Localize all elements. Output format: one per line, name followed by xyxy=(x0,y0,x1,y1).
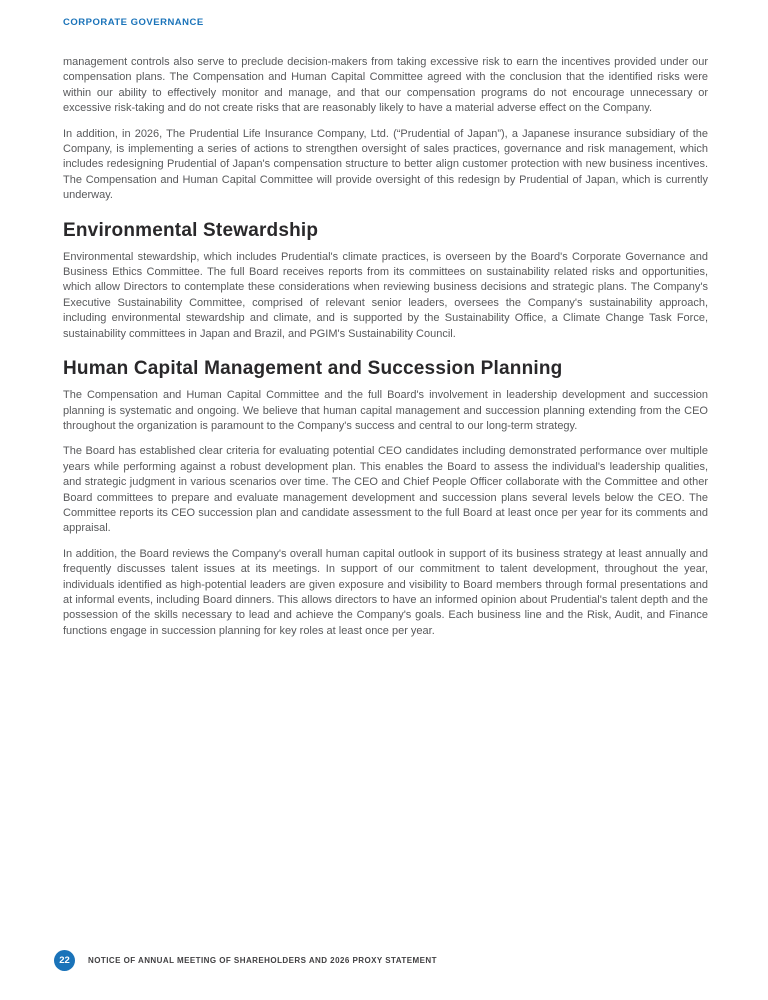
heading-environmental-stewardship: Environmental Stewardship xyxy=(63,219,319,241)
page-number-badge: 22 xyxy=(54,950,75,971)
paragraph-talent-review: In addition, the Board reviews the Company's overall human capital outlook in support of its business strategy at least annually and frequently discusses talent issues at its meetings. In support of our commitment to talent development, throughout the year, individuals identified as high-potential leaders are given exposure and visibility to Board members through formal presentations and at informal events, including Board dinners. This allows directors to have an informed opinion about Prudential's talent depth and the possession of the skills necessary to lead and achieve the Company's goals. Each business line and the Risk, Audit, and Finance functions engage in succession planning for key roles at least once per year. xyxy=(63,547,708,637)
page-footer xyxy=(54,950,437,971)
heading-human-capital-management: Human Capital Management and Succession Planning xyxy=(63,358,563,380)
section-eyebrow: CORPORATE GOVERNANCE xyxy=(63,17,204,28)
paragraph-ceo-succession-criteria: The Board has established clear criteria for evaluating potential CEO candidates including demonstrated performance over multiple years while performing against a robust development plan. This enables the Board to assess the individual's leadership qualities, and strategic judgment in various scenarios over time. The CEO and Chief People Officer collaborate with the Committee and other Board committees to prepare and evaluate management development and succession plans several levels below the CEO. The Committee reports its CEO succession plan and candidate assessment to the full Board at least once per year for its comments and appraisal. xyxy=(63,445,708,535)
paragraph-risk-controls: management controls also serve to preclude decision-makers from taking excessive risk to earn the incentives provided under our compensation plans. The Compensation and Human Capital Committee agreed with the conclusion that the identified risks were within our ability to effectively monitor and manage, and that our compensation programs do not encourage unnecessary or excessive risk-taking and do not create risks that are reasonably likely to have a material adverse effect on the Company. xyxy=(63,56,708,115)
paragraph-environmental-stewardship: Environmental stewardship, which includes Prudential's climate practices, is overseen by the Board's Corporate Governance and Business Ethics Committee. The full Board receives reports from its committees on sustainability related risks and opportunities, which allow Directors to contemplate these considerations when reviewing business decisions and strategic plans. The Company's Executive Sustainability Committee, comprised of relevant senior leaders, oversees the Company's sustainability approach, including environmental stewardship and climate, and is supported by the Sustainability Office, a Climate Change Task Force, sustainability committees in Japan and Brazil, and PGIM's Sustainability Council. xyxy=(63,250,708,340)
paragraph-hcm-overview: The Compensation and Human Capital Committee and the full Board's involvement in leadership development and succession planning is systematic and ongoing. We believe that human capital management and succession planning extending from the CEO throughout the organization is paramount to the Company's success and central to our long-term strategy. xyxy=(63,389,708,432)
paragraph-prudential-of-japan: In addition, in 2026, The Prudential Life Insurance Company, Ltd. (“Prudential of Japan”), a Japanese insurance subsidiary of the Company, is implementing a series of actions to strengthen oversight of sales practices, governance and risk management, which includes redesigning Prudential of Japan's compensation structure to better align customer protection with new business incentives. The Compensation and Human Capital Committee will provide oversight of this redesign by Prudential of Japan, which is currently underway. xyxy=(63,127,708,202)
footer-text: NOTICE OF ANNUAL MEETING OF SHAREHOLDERS AND 2026 PROXY STATEMENT xyxy=(88,956,437,965)
